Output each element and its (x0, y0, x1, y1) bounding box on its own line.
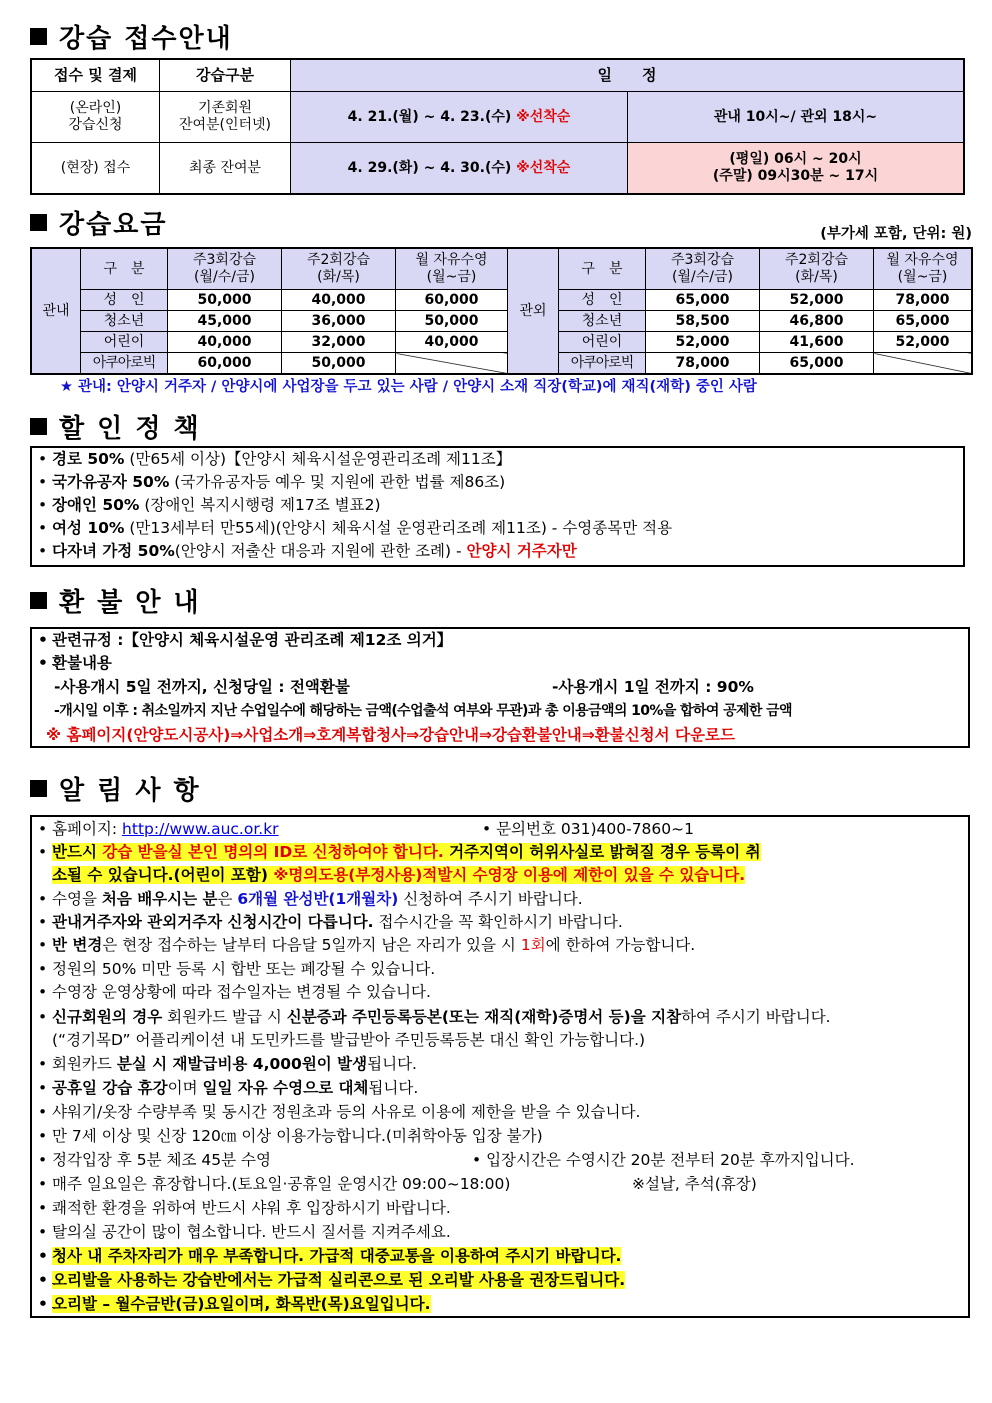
fee-cell: 78,000 (874, 290, 973, 311)
fee-cell: 58,500 (646, 311, 760, 332)
fee-cell: 40,000 (396, 332, 508, 353)
row-label: 성 인 (559, 290, 646, 311)
section-title-discount: 할 인 정 책 (30, 408, 201, 445)
list-item: • 관내거주자와 관외거주자 신청시간이 다릅니다. 접수시간을 꼭 확인하시기 바랍니다. (38, 913, 623, 931)
fee-cell: 41,600 (760, 332, 874, 353)
header-cell: 주2회강습 (화/목) (282, 248, 396, 290)
header-cell: 주3회강습 (월/수/금) (168, 248, 282, 290)
section-title-registration: 강습 접수안내 (30, 18, 233, 55)
list-item: • 매주 일요일은 휴장합니다.(토요일·공휴일 운영시간 09:00~18:00) (38, 1175, 511, 1193)
list-item: • 오리발 – 월수금반(금)요일이며, 화목반(목)요일입니다. (38, 1295, 431, 1313)
list-item: • 오리발을 사용하는 강습반에서는 가급적 실리콘으로 된 오리발 사용을 권장드립니다. (38, 1271, 626, 1289)
header-cell: 주3회강습 (월/수/금) (646, 248, 760, 290)
list-item: • 신규회원의 경우 회원카드 발급 시 신분증과 주민등록등본(또는 재직(재학)증명서 등)을 지참하여 주시기 바랍니다. (38, 1008, 831, 1026)
list-item: • 장애인 50% (장애인 복지시행령 제17조 별표2) (38, 496, 381, 514)
list-item: • 공휴일 강습 휴강이며 일일 자유 수영으로 대체됩니다. (38, 1079, 419, 1097)
table-cell: 기존회원 잔여분(인터넷) (160, 92, 291, 143)
list-item: • 반 변경은 현장 접수하는 날부터 다음달 5일까지 남은 자리가 있을 시 1회에 한하여 가능합니다. (38, 936, 696, 954)
refund-line: -개시일 이후 : 취소일까지 지난 수업일수에 해당하는 금액(수업출석 여부와 무관)과 총 이용금액의 10%을 합하여 공제한 금액 (54, 703, 792, 719)
fee-cell: 78,000 (646, 353, 760, 375)
header-cell: 일 정 (291, 59, 965, 92)
row-label: 아쿠아로빅 (81, 353, 168, 375)
header-cell: 월 자유수영 (월~금) (874, 248, 973, 290)
discount-box (30, 446, 965, 567)
row-label: 성 인 (81, 290, 168, 311)
row-label: 어린이 (81, 332, 168, 353)
fee-cell: 50,000 (396, 311, 508, 332)
list-item: • 입장시간은 수영시간 20분 전부터 20분 후까지입니다. (472, 1151, 855, 1169)
registration-table (30, 58, 965, 195)
vat-note: (부가세 포함, 단위: 원) (820, 226, 972, 242)
fee-cell: 52,000 (646, 332, 760, 353)
phone-number: • 문의번호 031)400-7860~1 (482, 820, 694, 838)
fees-table (30, 247, 973, 375)
list-item: • 청사 내 주차자리가 매우 부족합니다. 가급적 대중교통을 이용하여 주시기 바랍니다. (38, 1247, 622, 1265)
row-label: 청소년 (81, 311, 168, 332)
list-item: • 샤워기/옷장 수량부족 및 동시간 정원초과 등의 사유로 이용에 제한을 받을 수 있습니다. (38, 1103, 641, 1121)
fee-cell: 36,000 (282, 311, 396, 332)
fee-cell: 65,000 (646, 290, 760, 311)
fee-cell: 50,000 (282, 353, 396, 375)
fee-cell: 52,000 (874, 332, 973, 353)
header-cell: 주2회강습 (화/목) (760, 248, 874, 290)
fee-cell: 40,000 (168, 332, 282, 353)
list-item: • 회원카드 분실 시 재발급비용 4,000원이 발생됩니다. (38, 1055, 417, 1073)
row-label: 청소년 (559, 311, 646, 332)
header-cell: 구 분 (559, 248, 646, 290)
list-item: • 만 7세 이상 및 신장 120㎝ 이상 이용가능합니다.(미취학아동 입장 불가) (38, 1127, 543, 1145)
fee-cell: 52,000 (760, 290, 874, 311)
table-cell: 4. 21.(월) ~ 4. 23.(수) ※선착순 (291, 92, 628, 143)
refund-box (30, 627, 970, 748)
square-bullet-icon (30, 214, 47, 231)
row-label: 어린이 (559, 332, 646, 353)
table-cell: 관내 10시~/ 관외 18시~ (628, 92, 965, 143)
fee-cell: 65,000 (760, 353, 874, 375)
list-item: • 반드시 강습 받을실 본인 명의의 ID로 신청하여야 합니다. 거주지역이 허위사실로 밝혀질 경우 등록이 취 (38, 843, 761, 861)
list-item: • 수영을 처음 배우시는 분은 6개월 완성반(1개월차) 신청하여 주시기 바랍니다. (38, 890, 583, 908)
fee-cell: 46,800 (760, 311, 874, 332)
fee-cell: 65,000 (874, 311, 973, 332)
out-label: 관외 (508, 248, 559, 374)
list-item: • 탈의실 공간이 많이 협소합니다. 반드시 질서를 지켜주세요. (38, 1223, 451, 1241)
square-bullet-icon (30, 418, 47, 435)
header-cell: 월 자유수영 (월~금) (396, 248, 508, 290)
section-title-refund: 환 불 안 내 (30, 582, 201, 619)
fee-cell: 45,000 (168, 311, 282, 332)
refund-line: -사용개시 1일 전까지 : 90% (552, 678, 754, 696)
fee-cell: 50,000 (168, 290, 282, 311)
square-bullet-icon (30, 780, 47, 797)
list-item: • 관련규정 :【안양시 체육시설운영 관리조례 제12조 의거】 (38, 631, 453, 649)
empty-diagonal-cell (396, 353, 508, 375)
list-item: • 정각입장 후 5분 체조 45분 수영 (38, 1151, 271, 1169)
list-item: • 환불내용 (38, 654, 112, 672)
list-item-cont: 소될 수 있습니다.(어린이 포함) ※명의도용(부정사용)적발시 수영장 이용에 제한이 있을 수 있습니다. (52, 866, 746, 884)
square-bullet-icon (30, 592, 47, 609)
list-item: • 수영장 운영상황에 따라 접수일자는 변경될 수 있습니다. (38, 983, 431, 1001)
list-item: • 여성 10% (만13세부터 만55세)(안양시 체육시설 운영관리조례 제11조) - 수영종목만 적용 (38, 519, 673, 537)
list-item: • 국가유공자 50% (국가유공자등 예우 및 지원에 관한 법률 제86조) (38, 473, 506, 491)
section-title-fees: 강습요금 (30, 204, 167, 241)
in-label: 관내 (31, 248, 81, 374)
table-cell: (현장) 접수 (31, 143, 160, 195)
row-label: 아쿠아로빅 (559, 353, 646, 375)
empty-diagonal-cell (874, 353, 973, 375)
table-cell: 4. 29.(화) ~ 4. 30.(수) ※선착순 (291, 143, 628, 195)
section-title-notice: 알 림 사 항 (30, 770, 201, 807)
header-cell: 접수 및 결제 (31, 59, 160, 92)
holiday-note: ※설날, 추석(휴장) (632, 1175, 757, 1193)
list-item: • 쾌적한 환경을 위하여 반드시 샤워 후 입장하시기 바랍니다. (38, 1199, 451, 1217)
homepage-link[interactable]: http://www.auc.or.kr (122, 820, 279, 838)
refund-line: -사용개시 5일 전까지, 신청당일 : 전액환불 (54, 678, 350, 696)
list-item: • 경로 50% (만65세 이상)【안양시 체육시설운영관리조례 제11조】 (38, 450, 512, 468)
fee-cell: 40,000 (282, 290, 396, 311)
list-item: • 다자녀 가정 50%(안양시 저출산 대응과 지원에 관한 조례) - 안양시 거주자만 (38, 542, 577, 560)
fees-footnote: ★ 관내: 안양시 거주자 / 안양시에 사업장을 두고 있는 사람 / 안양시 소재 직장(학교)에 재직(재학) 중인 사람 (60, 379, 757, 395)
notice-box (30, 815, 970, 1318)
fee-cell: 32,000 (282, 332, 396, 353)
fee-cell: 60,000 (396, 290, 508, 311)
refund-download-note: ※ 홈페이지(안양도시공사)⇒사업소개⇒호계복합청사⇒강습안내⇒강습환불안내⇒환불신청서 다운로드 (46, 726, 735, 744)
list-item: • 홈페이지: http://www.auc.or.kr (38, 820, 279, 838)
table-cell: 최종 잔여분 (160, 143, 291, 195)
header-cell: 구 분 (81, 248, 168, 290)
table-cell: (평일) 06시 ~ 20시 (주말) 09시30분 ~ 17시 (628, 143, 965, 195)
list-item: • 정원의 50% 미만 등록 시 합반 또는 폐강될 수 있습니다. (38, 960, 436, 978)
table-cell: (온라인) 강습신청 (31, 92, 160, 143)
square-bullet-icon (30, 28, 47, 45)
list-item-cont: (“경기목D” 어플리케이션 내 도민카드를 발급받아 주민등록등본 대신 확인 가능합니다.) (52, 1031, 646, 1049)
header-cell: 강습구분 (160, 59, 291, 92)
fee-cell: 60,000 (168, 353, 282, 375)
